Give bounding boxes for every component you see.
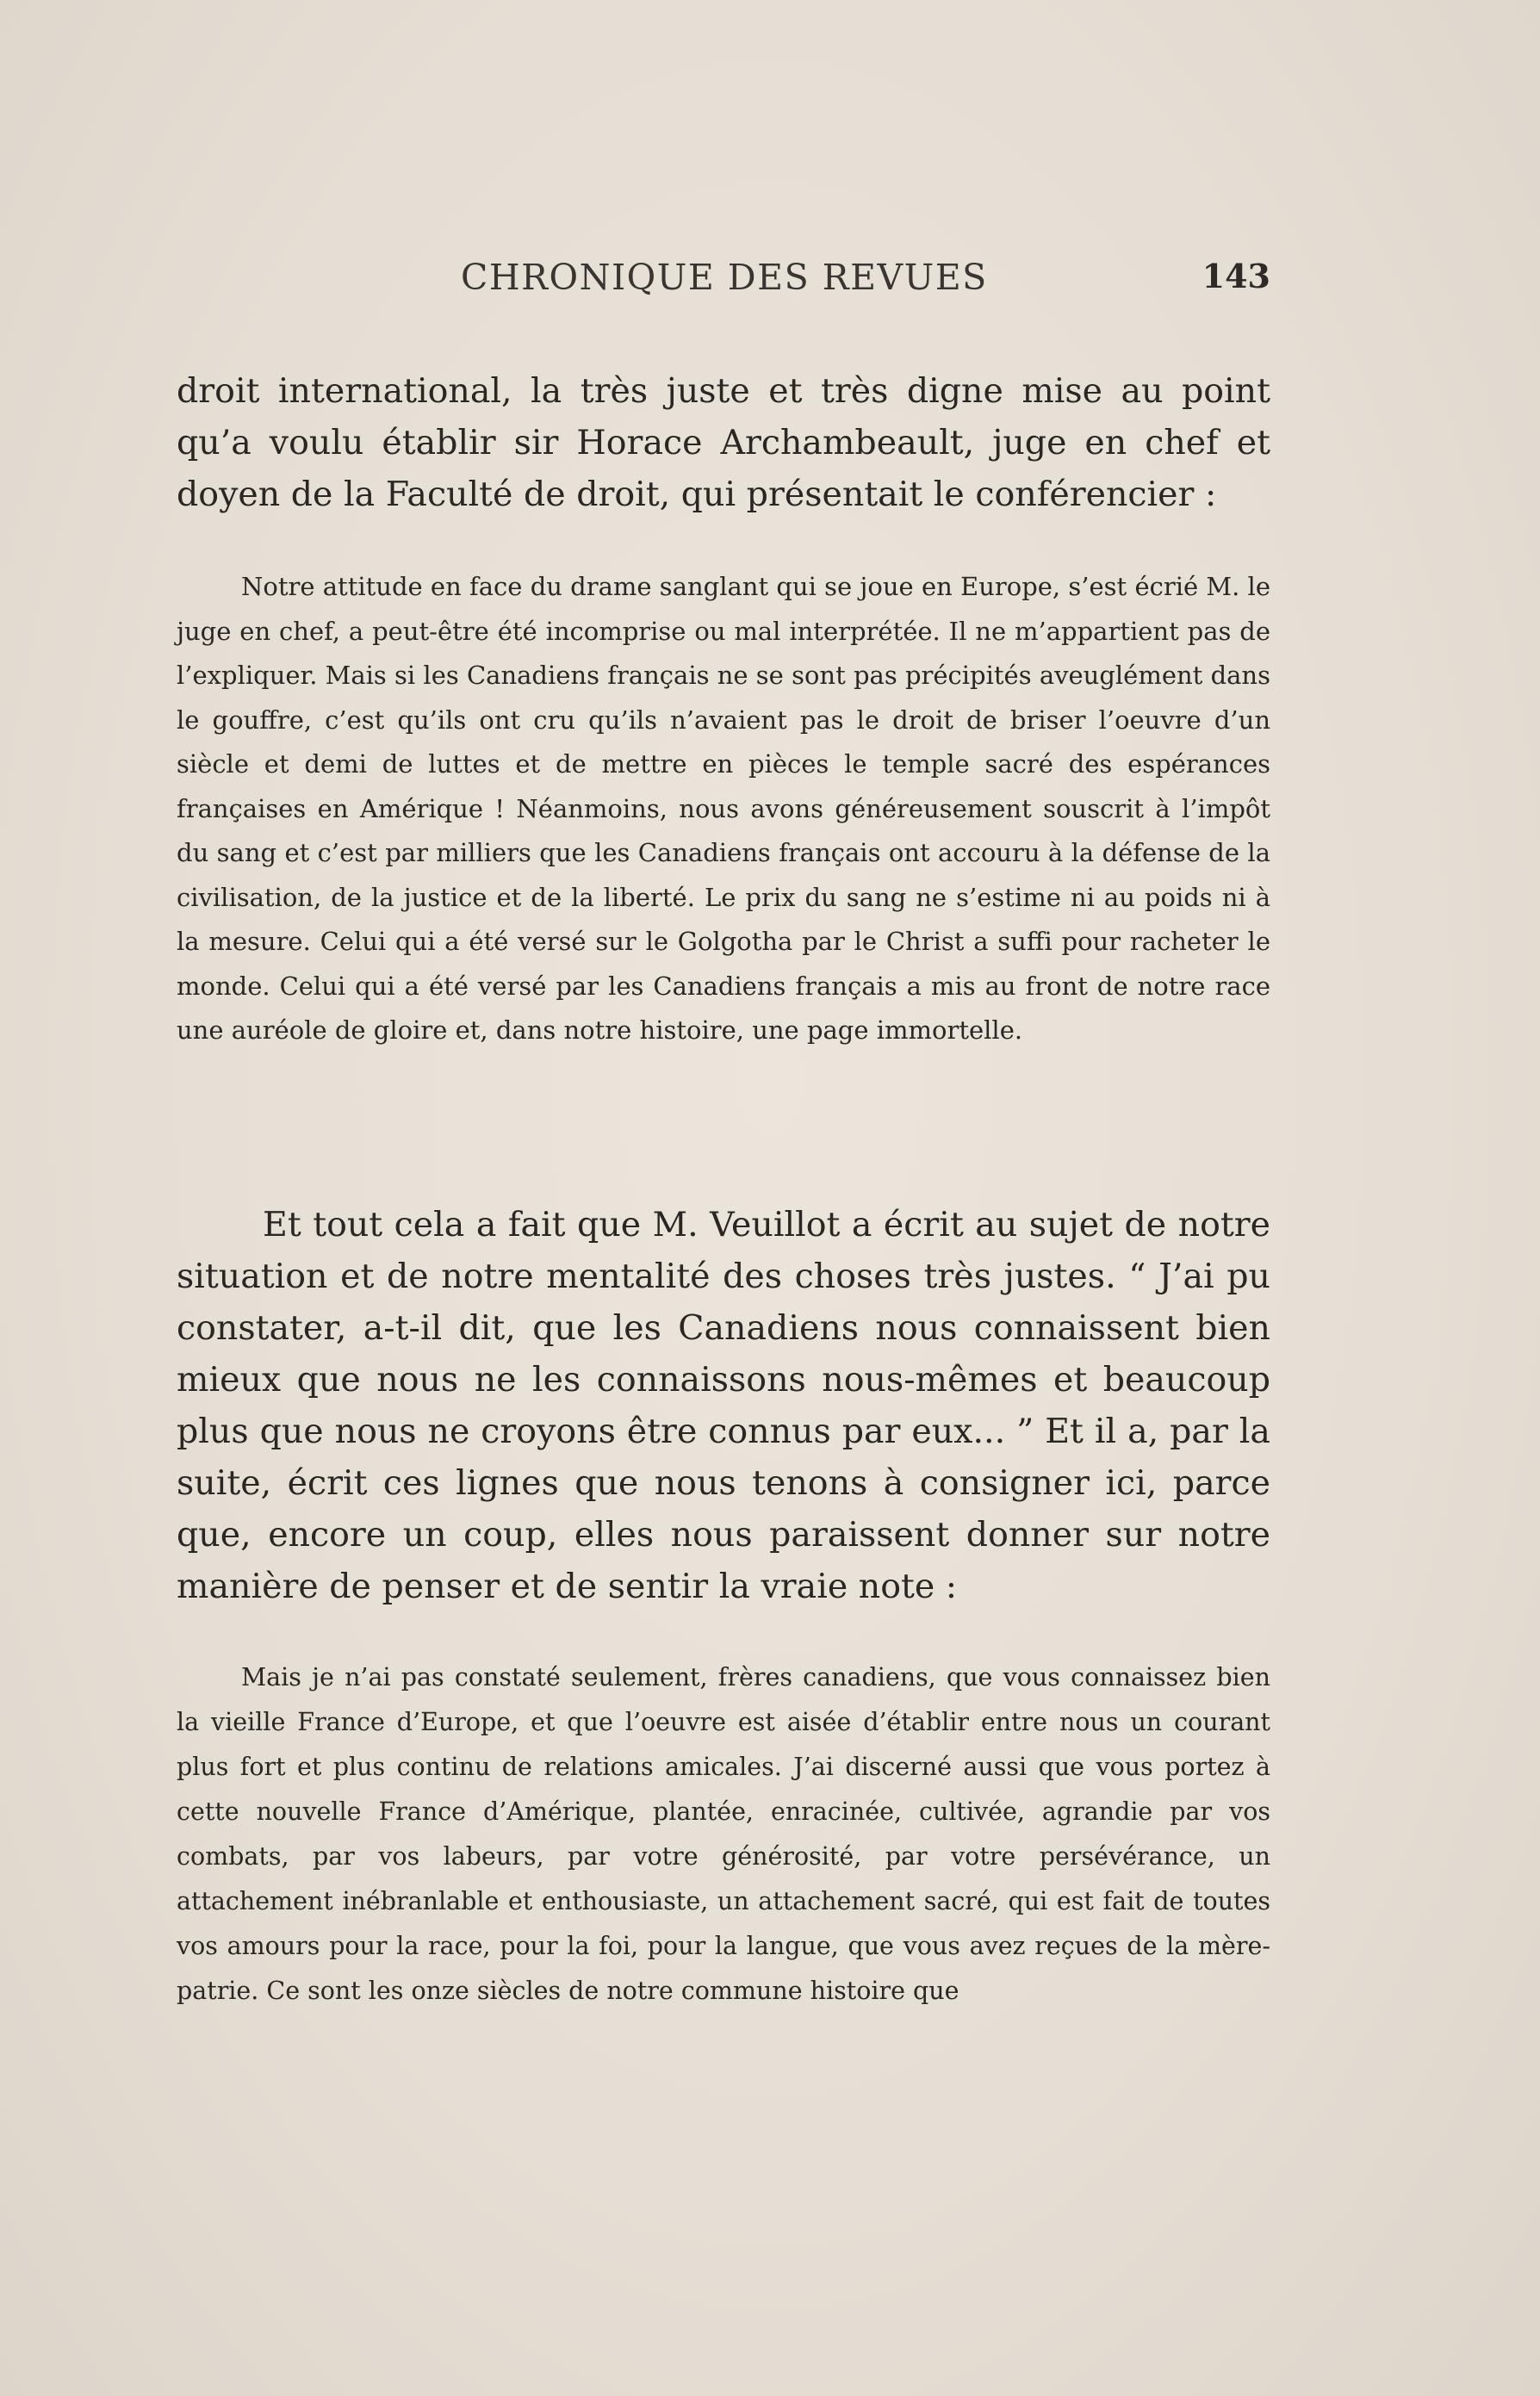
running-title: CHRONIQUE DES REVUES <box>461 257 988 298</box>
running-head <box>177 257 1270 300</box>
paragraph-text: droit international, la très juste et très digne mise au point qu’a voulu établir sir Horace Archambeault, juge en chef et doyen de la Faculté de droit, qui présentait le conférencier : <box>177 371 1270 514</box>
paragraph-continued <box>177 365 1270 520</box>
block-quote-2 <box>177 1655 1270 2014</box>
paragraph-2 <box>177 1199 1270 1612</box>
paragraph-text: Et tout cela a fait que M. Veuillot a écrit au sujet de notre situation et de notre mentalité des choses très justes. “ J’ai pu constater, a-t-il dit, que les Canadiens nous connaissent bien mieux que nous ne les connaissons nous-mêmes et beaucoup plus que nous ne croyons être connus par eux... ” Et il a, par la suite, écrit ces lignes que nous tenons à consigner ici, parce que, encore un coup, elles nous paraissent donner sur notre manière de penser et de sentir la vraie note : <box>177 1205 1270 1606</box>
block-quote-1 <box>177 565 1270 1053</box>
quote-text: Mais je n’ai pas constaté seulement, frères canadiens, que vous connaissez bien la vieille France d’Europe, et que l’oeuvre est aisée d’établir entre nous un courant plus fort et plus continu de relations amicales. J’ai discerné aussi que vous portez à cette nouvelle France d’Amérique, plantée, enracinée, cultivée, agrandie par vos combats, par vos labeurs, par votre générosité, par votre persévérance, un attachement inébranlable et enthousiaste, un attachement sacré, qui est fait de toutes vos amours pour la race, pour la foi, pour la langue, que vous avez reçues de la mère-patrie. Ce sont les onze siècles de notre commune histoire que <box>177 1663 1270 2005</box>
page-number: 143 <box>1202 257 1270 295</box>
quote-text: Notre attitude en face du drame sanglant qui se joue en Europe, s’est écrié M. le juge en chef, a peut-être été incomprise ou mal interprétée. Il ne m’appartient pas de l’expliquer. Mais si les Canadiens français ne se sont pas précipités aveuglément dans le gouffre, c’est qu’ils ont cru qu’ils n’avaient pas le droit de briser l’oeuvre d’un siècle et demi de luttes et de mettre en pièces le temple sacré des espérances françaises en Amérique ! Néanmoins, nous avons généreusement souscrit à l’impôt du sang et c’est par milliers que les Canadiens français ont accouru à la défense de la civilisation, de la justice et de la liberté. Le prix du sang ne s’estime ni au poids ni à la mesure. Celui qui a été versé sur le Golgotha par le Christ a suffi pour racheter le monde. Celui qui a été versé par les Canadiens français a mis au front de notre race une auréole de gloire et, dans notre histoire, une page immortelle. <box>177 572 1270 1045</box>
